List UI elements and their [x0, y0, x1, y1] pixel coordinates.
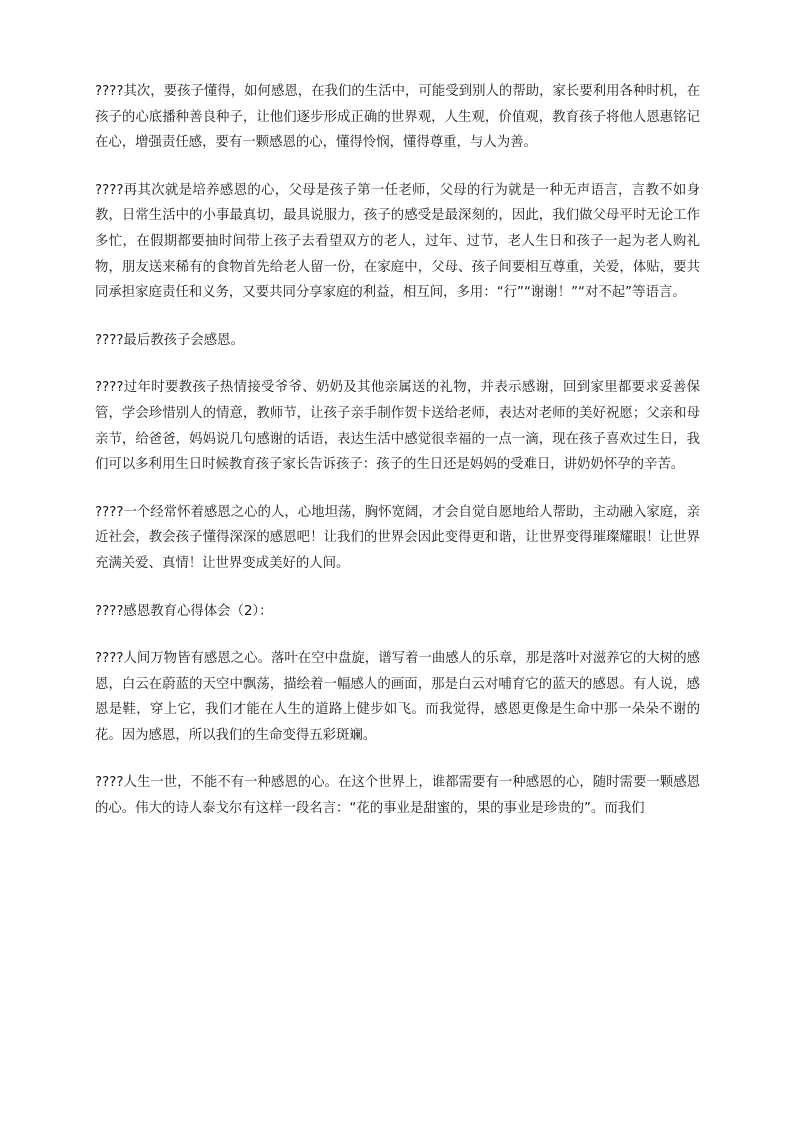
paragraph-gifts-and-holidays: ????过年时要教孩子热情接受爷爷、奶奶及其他亲属送的礼物，并表示感谢，回到家里都要求妥善保管，学会珍惜别人的情意，教师节，让孩子亲手制作贺卡送给老师，表达对老师的美好祝愿；父亲和母亲节，给爸爸，妈妈说几句感谢的话语，表达生活中感觉很幸福的一点一滴，现在孩子喜欢过生日，我们可以多利用生日时候教育孩子家长告诉孩子：孩子的生日还是妈妈的受难日，讲奶奶怀孕的辛苦。 — [95, 380, 700, 473]
paragraph-teach-gratitude: ????最后教孩子会感恩。 — [95, 332, 244, 348]
paragraph-gratitude-understanding: ????其次，要孩子懂得，如何感恩，在我们的生活中，可能受到别人的帮助，家长要利用各种时机，在孩子的心底播种善良种子，让他们逐步形成正确的世界观，人生观，价值观，教育孩子将他人恩惠铭记在心，增强责任感，要有一颗感恩的心，懂得怜悯，懂得尊重，与人为善。 — [95, 84, 700, 151]
paragraph-grateful-heart: ????人生一世，不能不有一种感恩的心。在这个世界上，谁都需要有一种感恩的心，随时需要一颗感恩的心。伟大的诗人泰戈尔有这样一段名言：“花的事业是甜蜜的，果的事业是珍贵的”。而我们 — [95, 775, 700, 817]
section-heading-reflection-2: ????感恩教育心得体会（2）： — [95, 603, 273, 619]
document-body — [95, 79, 700, 844]
paragraph-nature-gratitude: ????人间万物皆有感恩之心。落叶在空中盘旋，谱写着一曲感人的乐章，那是落叶对滋养它的大树的感恩，白云在蔚蓝的天空中飘荡，描绘着一幅感人的画面，那是白云对哺育它的蓝天的感恩。有人说，感恩是鞋，穿上它，我们才能在人生的道路上健步如飞。而我觉得，感恩更像是生命中那一朵朵不谢的花。因为感恩，所以我们的生命变得五彩斑斓。 — [95, 651, 700, 743]
paragraph-parents-as-teachers: ????再其次就是培养感恩的心，父母是孩子第一任老师，父母的行为就是一种无声语言，言教不如身教，日常生活中的小事最真切，最具说服力，孩子的感受是最深刻的，因此，我们做父母平时无论工作多忙，在假期都要抽时间带上孩子去看望双方的老人，过年、过节，老人生日和孩子一起为老人购礼物，朋友送来稀有的食物首先给老人留一份，在家庭中，父母、孩子间要相互尊重，关爱，体贴，要共同承担家庭责任和义务，又要共同分享家庭的利益，相互间，多用：“行”“谢谢！”“对不起”等语言。 — [95, 182, 700, 301]
paragraph-grateful-person: ????一个经常怀着感恩之心的人，心地坦荡，胸怀宽阔，才会自觉自愿地给人帮助，主动融入家庭，亲近社会，教会孩子懂得深深的感恩吧！让我们的世界会因此变得更和谐，让世界变得璀璨耀眼！让世界充满关爱、真情！让世界变成美好的人间。 — [95, 504, 700, 571]
